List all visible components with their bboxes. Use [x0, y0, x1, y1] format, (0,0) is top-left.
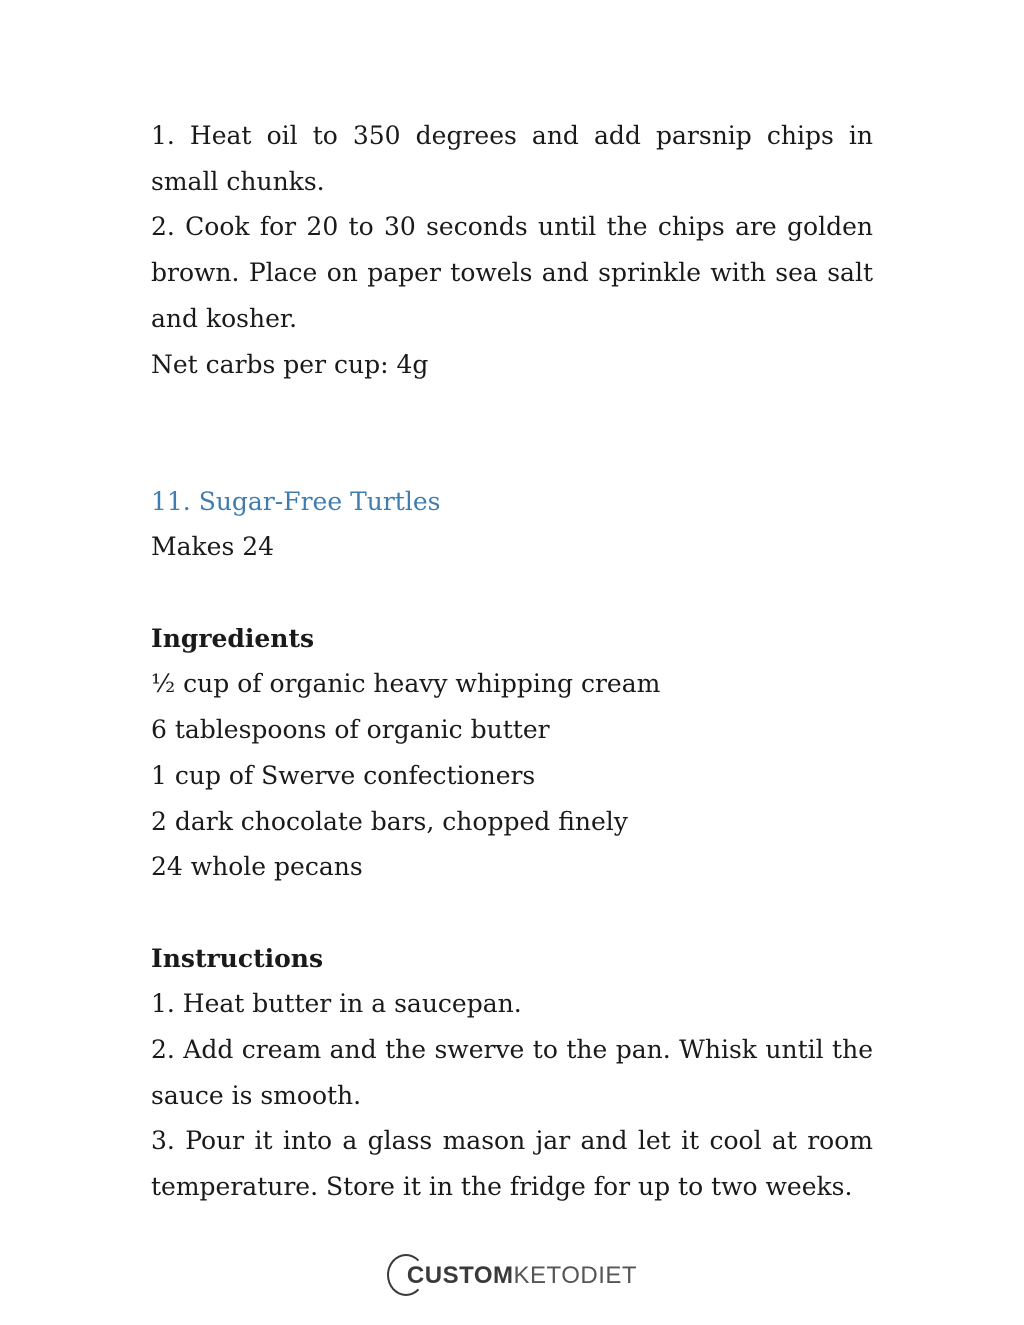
ingredient-item: 2 dark chocolate bars, chopped finely — [151, 806, 628, 836]
ingredient-item: ½ cup of organic heavy whipping cream — [151, 669, 661, 699]
logo-bold-text: USTOM — [424, 1262, 514, 1289]
spacer — [151, 890, 873, 936]
ingredient-item: 24 whole pecans — [151, 852, 363, 882]
instruction-step: 1. Heat butter in a saucepan. — [151, 989, 522, 1019]
recipe-yield: Makes 24 — [151, 532, 275, 562]
logo-light-text: KETODIET — [513, 1262, 638, 1289]
spacer — [151, 387, 873, 478]
logo-c-ring — [387, 1254, 425, 1296]
custom-keto-diet-logo — [387, 1254, 637, 1298]
logo-initial: C — [406, 1262, 425, 1289]
ingredient-item: 6 tablespoons of organic butter — [151, 715, 550, 745]
recipe-title: 11. Sugar-Free Turtles — [151, 486, 441, 516]
ingredient-item: 1 cup of Swerve confectioners — [151, 760, 536, 790]
instruction-step: 2. Add cream and the swerve to the pan. Whisk until the sauce is smooth. — [151, 1035, 873, 1110]
instructions-heading: Instructions — [151, 943, 324, 973]
instruction-step: 3. Pour it into a glass mason jar and let it cool at room temperature. Store it in the fridge for up to two weeks. — [151, 1126, 873, 1202]
prev-step-2: 2. Cook for 20 to 30 seconds until the chips are golden brown. Place on paper towels and sprinkle with sea salt and kosher. — [151, 212, 873, 333]
net-carbs-text: Net carbs per cup: 4g — [151, 349, 429, 379]
ingredients-heading: Ingredients — [151, 623, 315, 653]
page-footer — [0, 1254, 1024, 1302]
spacer — [151, 570, 873, 616]
document-page — [151, 113, 873, 1210]
prev-step-1: 1. Heat oil to 350 degrees and add parsnip chips in small chunks. — [151, 121, 873, 196]
